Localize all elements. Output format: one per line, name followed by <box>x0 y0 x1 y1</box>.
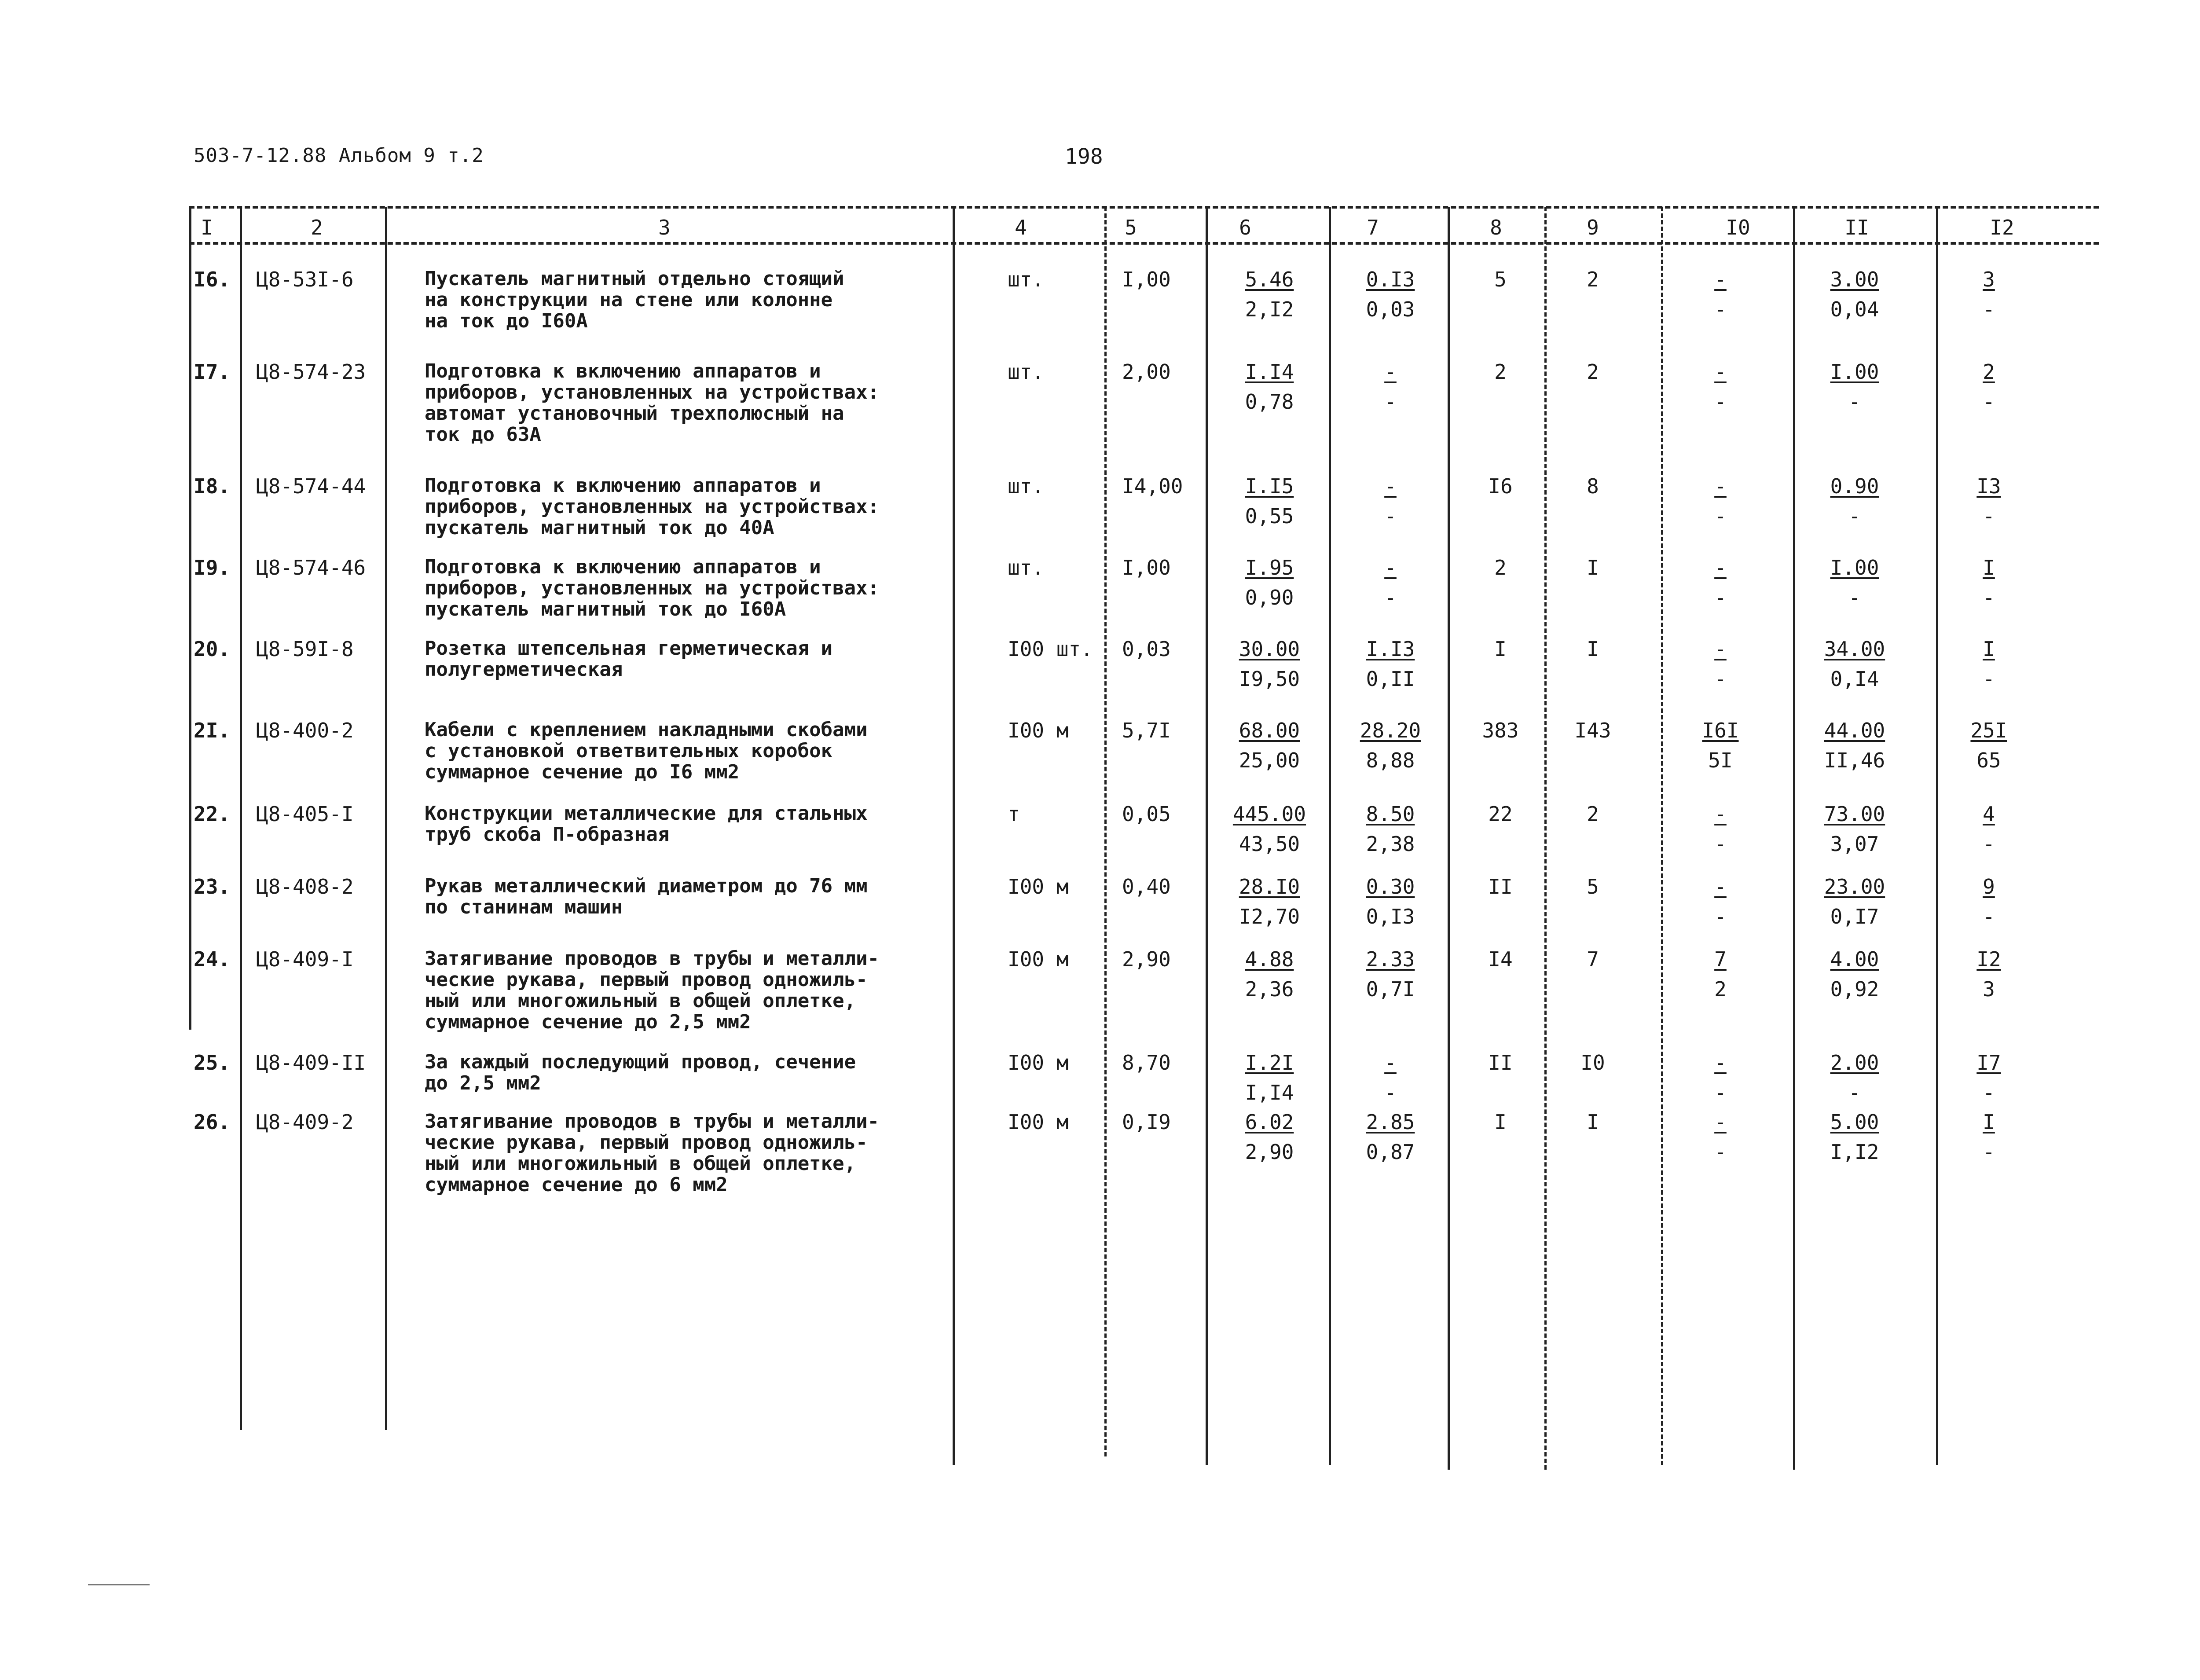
col7-value: $\frac{2.85}{0,87}$ <box>1366 1110 1415 1164</box>
quantity: I4,00 <box>1122 474 1183 498</box>
col7-value: - - <box>1384 1051 1397 1104</box>
quantity: 8,70 <box>1122 1051 1171 1075</box>
col9-value: I43 <box>1574 719 1611 742</box>
row-number: 23. <box>194 875 231 899</box>
work-description: Пускатель магнитный отдельно стоящий на конструкции на стене или колонне на ток до I60А <box>425 268 844 332</box>
unit: шт. <box>1008 268 1045 291</box>
col12-value: I - <box>1983 1110 1995 1164</box>
col8-value: I <box>1494 1110 1507 1134</box>
col11-value: $\frac{34.00}{0,I4}$ <box>1824 637 1885 691</box>
quantity: 0,I9 <box>1122 1110 1171 1134</box>
column-header-9: 9 <box>1587 216 1599 239</box>
quantity: 5,7I <box>1122 719 1171 742</box>
row-number: 26. <box>194 1110 231 1134</box>
work-description: Рукав металлический диаметром до 76 мм по станинам машин <box>425 875 868 918</box>
col9-value: 2 <box>1587 802 1599 826</box>
col10-value: - - <box>1714 875 1727 928</box>
work-description: Кабели с креплением накладными скобами с установкой ответвительных коробок суммарное сечение до I6 мм2 <box>425 719 868 783</box>
col8-value: I <box>1494 637 1507 661</box>
column-line <box>1448 207 1450 1470</box>
norm-code: Ц8-409-2 <box>256 1110 354 1134</box>
document-reference: 503-7-12.88 Альбом 9 т.2 <box>194 144 484 167</box>
col8-value: II <box>1488 1051 1513 1075</box>
col9-value: 8 <box>1587 474 1599 498</box>
col6-value: $\frac{68.00}{25,00}$ <box>1239 719 1300 772</box>
col11-value: $\frac{5.00}{I,I2}$ <box>1830 1110 1879 1164</box>
col9-value: 5 <box>1587 875 1599 899</box>
col6-value: $\frac{5.46}{2,I2}$ <box>1245 268 1294 321</box>
col10-value: - - <box>1714 1051 1727 1104</box>
column-header-6: 6 <box>1239 216 1251 239</box>
quantity: I,00 <box>1122 556 1171 580</box>
quantity: 2,90 <box>1122 947 1171 971</box>
column-line <box>1544 207 1547 1470</box>
col11-value: $\frac{3.00}{0,04}$ <box>1830 268 1879 321</box>
column-header-5: 5 <box>1125 216 1137 239</box>
row-number: 20. <box>194 637 231 661</box>
quantity: 0,40 <box>1122 875 1171 899</box>
col12-value: I - <box>1983 637 1995 691</box>
col12-value: 2 - <box>1983 360 1995 414</box>
norm-code: Ц8-574-23 <box>256 360 366 384</box>
column-header-4: 4 <box>1015 216 1027 239</box>
col9-value: I0 <box>1580 1051 1605 1075</box>
col6-value: $\frac{445.00}{43,50}$ <box>1232 802 1306 856</box>
col12-value: 9 - <box>1983 875 1995 928</box>
unit: т <box>1008 802 1020 826</box>
row-number: I9. <box>194 556 231 580</box>
column-line <box>1936 207 1938 1465</box>
norm-code: Ц8-405-I <box>256 802 354 826</box>
col10-value: - - <box>1714 556 1727 609</box>
col10-value: - - <box>1714 1110 1727 1164</box>
work-description: За каждый последующий провод, сечение до 2,5 мм2 <box>425 1051 856 1094</box>
work-description: Подготовка к включению аппаратов и приборов, установленных на устройствах: пускатель магнитный ток до 40А <box>425 474 880 539</box>
col7-value: $\frac{8.50}{2,38}$ <box>1366 802 1415 856</box>
row-number: I7. <box>194 360 231 384</box>
col12-value: 3 - <box>1983 268 1995 321</box>
quantity: I,00 <box>1122 268 1171 291</box>
column-line <box>385 207 387 1430</box>
header-bottom-rule <box>189 242 2099 245</box>
norm-code: Ц8-409-I <box>256 947 354 971</box>
unit: I00 шт. <box>1008 637 1093 661</box>
col7-value: - - <box>1384 556 1397 609</box>
col6-value: $\frac{6.02}{2,90}$ <box>1245 1110 1294 1164</box>
col8-value: 2 <box>1494 360 1507 384</box>
col10-value: - - <box>1714 637 1727 691</box>
col6-value: $\frac{4.88}{2,36}$ <box>1245 947 1294 1001</box>
col9-value: 2 <box>1587 268 1599 291</box>
col9-value: I <box>1587 1110 1599 1134</box>
col9-value: I <box>1587 556 1599 580</box>
col6-value: $\frac{30.00}{I9,50}$ <box>1239 637 1300 691</box>
col10-value: - - <box>1714 474 1727 528</box>
col9-value: I <box>1587 637 1599 661</box>
row-number: 2I. <box>194 719 231 742</box>
page-number: 198 <box>1065 144 1103 169</box>
column-header-7: 7 <box>1367 216 1379 239</box>
col7-value: $\frac{0.30}{0,I3}$ <box>1366 875 1415 928</box>
quantity: 2,00 <box>1122 360 1171 384</box>
row-number: I6. <box>194 268 231 291</box>
norm-code: Ц8-409-II <box>256 1051 366 1075</box>
unit: I00 м <box>1008 1051 1069 1075</box>
col12-value: $\frac{25I}{65}$ <box>1970 719 2007 772</box>
unit: I00 м <box>1008 947 1069 971</box>
col12-value: $\frac{I2}{3}$ <box>1976 947 2001 1001</box>
col12-value: I3 - <box>1976 474 2001 528</box>
unit: I00 м <box>1008 875 1069 899</box>
column-header-3: 3 <box>658 216 671 239</box>
col10-value: $\frac{7}{2}$ <box>1714 947 1727 1001</box>
column-header-2: 2 <box>311 216 323 239</box>
col8-value: I4 <box>1488 947 1513 971</box>
col11-value: $\frac{44.00}{II,46}$ <box>1824 719 1885 772</box>
work-description: Подготовка к включению аппаратов и приборов, установленных на устройствах: автомат установочный трехполюсный на ток до 63А <box>425 360 880 446</box>
column-header-8: 8 <box>1490 216 1502 239</box>
column-line <box>189 207 191 1030</box>
column-line <box>1793 207 1795 1470</box>
work-description: Затягивание проводов в трубы и металли- ческие рукава, первый провод одножиль- ный или многожильный в общей оплетке, суммарное сечение до 6 мм2 <box>425 1110 880 1196</box>
col7-value: $\frac{0.I3}{0,03}$ <box>1366 268 1415 321</box>
column-header-11: II <box>1844 216 1869 239</box>
col7-value: $\frac{2.33}{0,7I}$ <box>1366 947 1415 1001</box>
column-header-1: I <box>201 216 213 239</box>
row-number: 24. <box>194 947 231 971</box>
col11-value: I.00 - <box>1830 360 1879 414</box>
col11-value: $\frac{4.00}{0,92}$ <box>1830 947 1879 1001</box>
col10-value: $\frac{I6I}{5I}$ <box>1702 719 1739 772</box>
col8-value: 5 <box>1494 268 1507 291</box>
col11-value: $\frac{23.00}{0,I7}$ <box>1824 875 1885 928</box>
col12-value: 4 - <box>1983 802 1995 856</box>
work-description: Конструкции металлические для стальных труб скоба П-образная <box>425 802 868 846</box>
column-line <box>1661 207 1663 1465</box>
row-number: 25. <box>194 1051 231 1075</box>
col8-value: 2 <box>1494 556 1507 580</box>
col11-value: $\frac{73.00}{3,07}$ <box>1824 802 1885 856</box>
column-line <box>240 207 242 1430</box>
norm-code: Ц8-400-2 <box>256 719 354 742</box>
norm-code: Ц8-574-44 <box>256 474 366 498</box>
norm-code: Ц8-59I-8 <box>256 637 354 661</box>
col6-value: $\frac{I.I5}{0,55}$ <box>1245 474 1294 528</box>
col12-value: I7 - <box>1976 1051 2001 1104</box>
col6-value: $\frac{I.95}{0,90}$ <box>1245 556 1294 609</box>
column-line <box>1104 207 1107 1456</box>
column-header-12: I2 <box>1990 216 2014 239</box>
column-header-10: I0 <box>1726 216 1750 239</box>
norm-code: Ц8-53I-6 <box>256 268 354 291</box>
quantity: 0,03 <box>1122 637 1171 661</box>
column-line <box>1206 207 1208 1465</box>
col10-value: - - <box>1714 268 1727 321</box>
unit: I00 м <box>1008 719 1069 742</box>
row-number: I8. <box>194 474 231 498</box>
work-description: Затягивание проводов в трубы и металли- ческие рукава, первый провод одножиль- ный или многожильный в общей оплетке, суммарное сечение до 2,5 мм2 <box>425 947 880 1033</box>
col8-value: II <box>1488 875 1513 899</box>
col7-value: $\frac{I.I3}{0,II}$ <box>1366 637 1415 691</box>
col7-value: - - <box>1384 474 1397 528</box>
col9-value: 2 <box>1587 360 1599 384</box>
col9-value: 7 <box>1587 947 1599 971</box>
unit: I00 м <box>1008 1110 1069 1134</box>
norm-code: Ц8-574-46 <box>256 556 366 580</box>
norm-code: Ц8-408-2 <box>256 875 354 899</box>
unit: шт. <box>1008 360 1045 384</box>
col11-value: I.00 - <box>1830 556 1879 609</box>
column-line <box>953 207 955 1465</box>
work-description: Розетка штепсельная герметическая и полугерметическая <box>425 637 833 681</box>
scan-mark <box>88 1584 150 1585</box>
row-number: 22. <box>194 802 231 826</box>
unit: шт. <box>1008 474 1045 498</box>
col10-value: - - <box>1714 802 1727 856</box>
col8-value: 383 <box>1482 719 1519 742</box>
header-top-rule <box>189 206 2099 209</box>
col6-value: $\frac{28.I0}{I2,70}$ <box>1239 875 1300 928</box>
col12-value: I - <box>1983 556 1995 609</box>
col8-value: I6 <box>1488 474 1513 498</box>
col7-value: - - <box>1384 360 1397 414</box>
col11-value: 0.90 - <box>1830 474 1879 528</box>
col8-value: 22 <box>1488 802 1513 826</box>
work-description: Подготовка к включению аппаратов и приборов, установленных на устройствах: пускатель магнитный ток до I60А <box>425 556 880 620</box>
col6-value: $\frac{I.2I}{I,I4}$ <box>1245 1051 1294 1104</box>
column-line <box>1329 207 1331 1465</box>
col7-value: $\frac{28.20}{8,88}$ <box>1360 719 1421 772</box>
col6-value: $\frac{I.I4}{0,78}$ <box>1245 360 1294 414</box>
col11-value: 2.00 - <box>1830 1051 1879 1104</box>
unit: шт. <box>1008 556 1045 580</box>
quantity: 0,05 <box>1122 802 1171 826</box>
col10-value: - - <box>1714 360 1727 414</box>
